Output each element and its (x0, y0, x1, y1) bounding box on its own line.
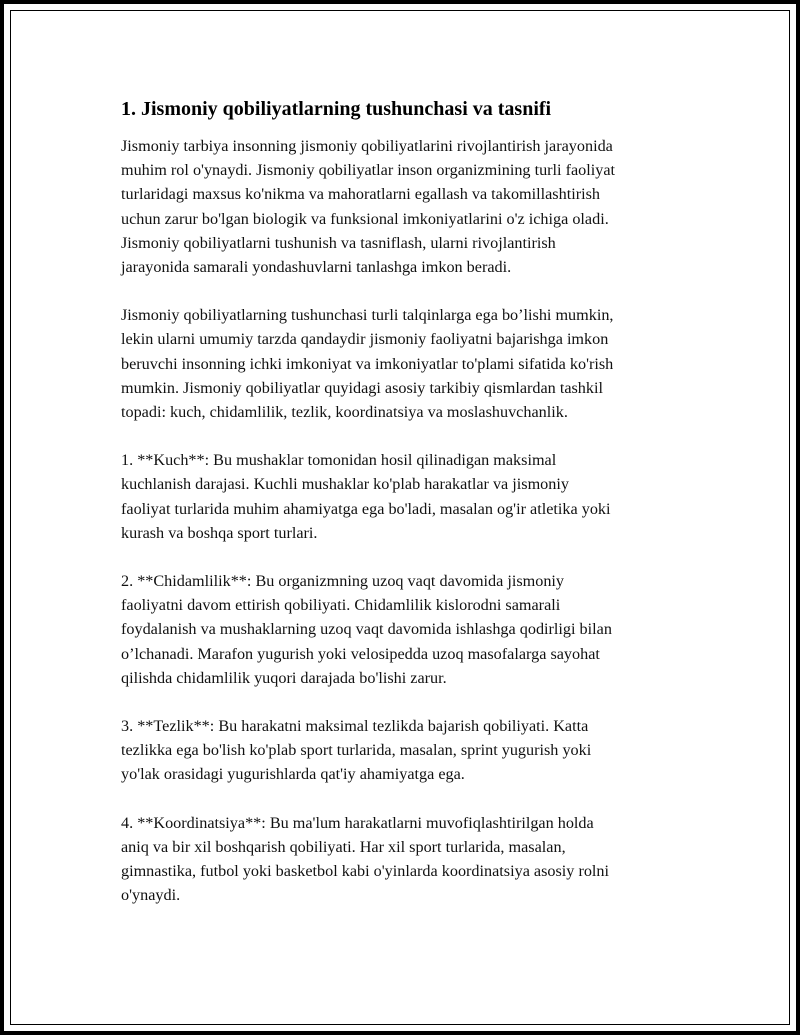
paragraph-line: o’lchanadi. Marafon yugurish yoki velosipedda uzoq masofalarga sayohat (121, 644, 600, 663)
paragraph-line: qilishda chidamlilik yuqori darajada bo'lishi zarur. (121, 668, 447, 687)
paragraph-line: 1. **Kuch**: Bu mushaklar tomonidan hosil qilinadigan maksimal (121, 451, 557, 470)
paragraph-line: beruvchi insonning ichki imkoniyat va imkoniyatlar to'plami sifatida ko'rish (121, 354, 614, 373)
paragraph-tezlik (121, 714, 691, 787)
paragraph-concept (121, 303, 691, 424)
paragraph-line: muhim rol o'ynaydi. Jismoniy qobiliyatlar inson organizmining turli faoliyat (121, 161, 616, 180)
paragraph-line: foydalanish va mushaklarning uzoq vaqt davomida ishlashga qodirligi bilan (121, 620, 612, 639)
paragraph-line: 3. **Tezlik**: Bu harakatni maksimal tezlikda bajarish qobiliyati. Katta (121, 717, 589, 736)
paragraph-line: faoliyat turlarida muhim ahamiyatga ega bo'ladi, masalan og'ir atletika yoki (121, 499, 611, 518)
paragraph-line: gimnastika, futbol yoki basketbol kabi o'yinlarda koordinatsiya asosiy rolni (121, 862, 610, 881)
paragraph-line: topadi: kuch, chidamlilik, tezlik, koordinatsiya va moslashuvchanlik. (121, 403, 568, 422)
paragraph-line: Jismoniy qobiliyatlarni tushunish va tasniflash, ularni rivojlantirish (121, 233, 556, 252)
paragraph-line: faoliyatni davom ettirish qobiliyati. Chidamlilik kislorodni samarali (121, 596, 561, 615)
paragraph-koordinatsiya (121, 811, 691, 908)
document-body (121, 96, 691, 931)
paragraph-line: yo'lak orasidagi yugurishlarda qat'iy ahamiyatga ega. (121, 765, 465, 784)
section-title: 1. Jismoniy qobiliyatlarning tushunchasi va tasnifi (121, 98, 552, 120)
paragraph-line: aniq va bir xil boshqarish qobiliyati. Har xil sport turlarida, masalan, (121, 837, 566, 856)
paragraph-line: o'ynaydi. (121, 886, 181, 905)
paragraph-line: lekin ularni umumiy tarzda qandaydir jismoniy faoliyatni bajarishga imkon (121, 330, 609, 349)
paragraph-line: tezlikka ega bo'lish ko'plab sport turlarida, masalan, sprint yugurish yoki (121, 741, 592, 760)
paragraph-intro (121, 134, 691, 279)
paragraph-line: mumkin. Jismoniy qobiliyatlar quyidagi asosiy tarkibiy qismlardan tashkil (121, 378, 603, 397)
paragraph-line: Jismoniy qobiliyatlarning tushunchasi turli talqinlarga ega bo’lishi mumkin, (121, 306, 614, 325)
paragraph-line: 4. **Koordinatsiya**: Bu ma'lum harakatlarni muvofiqlashtirilgan holda (121, 813, 594, 832)
paragraph-line: 2. **Chidamlilik**: Bu organizmning uzoq vaqt davomida jismoniy (121, 572, 565, 591)
paragraph-kuch (121, 448, 691, 545)
paragraph-line: turlaridagi maxsus ko'nikma va mahoratlarni egallash va takomillashtirish (121, 185, 600, 204)
paragraph-line: Jismoniy tarbiya insonning jismoniy qobiliyatlarini rivojlantirish jarayonida (121, 137, 613, 155)
paragraph-line: kurash va boshqa sport turlari. (121, 523, 318, 542)
paragraph-line: uchun zarur bo'lgan biologik va funksional imkoniyatlarini o'z ichiga oladi. (121, 209, 609, 228)
paragraph-line: jarayonida samarali yondashuvlarni tanlashga imkon beradi. (121, 258, 512, 277)
paragraph-chidamlilik (121, 569, 691, 690)
paragraph-line: kuchlanish darajasi. Kuchli mushaklar ko'plab harakatlar va jismoniy (121, 475, 569, 494)
